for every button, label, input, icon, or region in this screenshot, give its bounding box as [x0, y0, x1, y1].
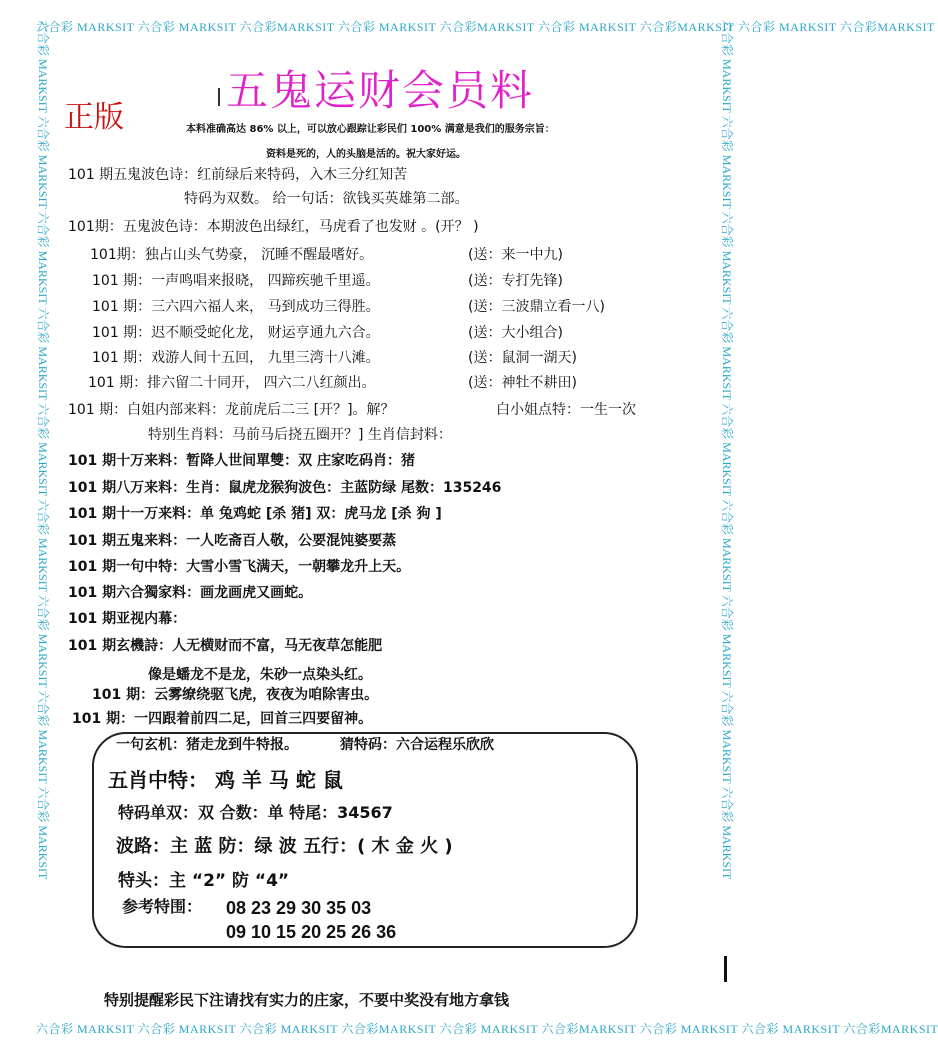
border-top-text: 六合彩 MARKSIT 六合彩 MARKSIT 六合彩MARKSIT 六合彩 MARKSIT 六合彩MARKSIT 六合彩 MARKSIT 六合彩MARKSIT 六合彩 MARKSIT 六合彩MARKSIT	[36, 20, 935, 34]
line-10: 101 期：白姐内部来料：龙前虎后二三 [开？]。解？	[68, 402, 395, 418]
line-04-gift: (送：来一中九)	[468, 247, 563, 263]
line-11: 特别生肖料：马前马后挠五圈开？] 生肖信封料：	[148, 427, 452, 443]
line-22: 101 期：一四跟着前四二足，回首三四要留神。	[72, 711, 373, 727]
line-06-gift: (送：三波鼎立看一八)	[468, 299, 605, 315]
box-tetou: 特头：主 “2” 防 “4”	[118, 871, 290, 891]
border-right	[720, 20, 738, 1040]
line-03: 101期：五鬼波色诗：本期波色出绿红，马虎看了也发财 。(开？ )	[68, 219, 479, 235]
line-20: 像是蟠龙不是龙，朱砂一点染头红。	[148, 667, 372, 683]
line-21: 101 期：云雾缭绕驱飞虎，夜夜为咱除害虫。	[92, 687, 379, 703]
line-02: 特码为双数。 给一句话：欲钱买英雄第二部。	[184, 191, 469, 207]
subtitle-luck: 资料是死的，人的头脑是活的。祝大家好运。	[266, 149, 466, 160]
line-13: 101 期八万来料：生肖：鼠虎龙猴狗波色：主蓝防绿 尾数：135246	[68, 480, 502, 496]
box-cankao-row1: 08 23 29 30 35 03	[226, 898, 372, 918]
border-right-text: 六合彩 MARKSIT 六合彩 MARKSIT 六合彩 MARKSIT 六合彩 MARKSIT 六合彩 MARKSIT 六合彩 MARKSIT 六合彩 MARKSIT 六合彩 MARKSIT 六合彩 MARKSIT	[720, 20, 734, 880]
border-left	[36, 20, 54, 1040]
subtitle-accuracy: 本料准确高达 86% 以上，可以放心跟踪让彩民们 100% 满意是我们的服务宗旨：	[186, 124, 555, 135]
line-07-gift: (送：大小组合)	[468, 325, 563, 341]
line-15: 101 期五鬼来料：一人吃斋百人敬，公要混饨婆要蒸	[68, 533, 397, 549]
line-04: 101期：独占山头气势豪， 沉睡不醒最嗜好。	[90, 247, 374, 263]
line-10-right: 白小姐点特：一生一次	[496, 402, 636, 418]
box-caite: 猜特码：六合运程乐欣欣	[340, 737, 494, 753]
line-12: 101 期十万来料：暂降人世间單雙：双 庄家吃码肖：猪	[68, 453, 415, 469]
line-18: 101 期亚视内幕：	[68, 611, 187, 627]
line-08-gift: (送：鼠洞一湖天)	[468, 350, 577, 366]
line-06: 101 期：三六四六福人来， 马到成功三得胜。	[92, 299, 380, 315]
border-left-text: 六合彩 MARKSIT 六合彩 MARKSIT 六合彩 MARKSIT 六合彩 MARKSIT 六合彩 MARKSIT 六合彩 MARKSIT 六合彩 MARKSIT 六合彩 MARKSIT 六合彩 MARKSIT	[36, 20, 50, 880]
box-danshuang: 特码单双：双 合数：单 特尾：34567	[118, 803, 393, 822]
line-16: 101 期一句中特：大雪小雪飞满天，一朝攀龙升上天。	[68, 559, 411, 575]
right-edge-mark	[724, 956, 727, 982]
line-08: 101 期：戏游人间十五回， 九里三湾十八滩。	[92, 350, 380, 366]
line-05-gift: (送：专打先锋)	[468, 273, 563, 289]
line-17: 101 期六合獨家料：画龙画虎又画蛇。	[68, 585, 313, 601]
line-05: 101 期：一声鸣唱来报晓， 四蹄疾驰千里遥。	[92, 273, 380, 289]
box-cankao-label: 参考特围：	[122, 897, 203, 916]
line-09-gift: (送：神牡不耕田)	[468, 375, 577, 391]
box-cankao-row2: 09 10 15 20 25 26 36	[226, 922, 397, 942]
line-07: 101 期：迟不顺受蛇化龙， 财运亨通九六合。	[92, 325, 380, 341]
line-09: 101 期：排六留二十同开， 四六二八红颜出。	[88, 375, 376, 391]
border-bottom-text: 六合彩 MARKSIT 六合彩 MARKSIT 六合彩 MARKSIT 六合彩MARKSIT 六合彩 MARKSIT 六合彩MARKSIT 六合彩 MARKSIT 六合彩 MARKSIT 六合彩MARKSIT	[36, 1022, 938, 1036]
page-title: 五鬼运财会员料	[226, 66, 535, 115]
line-19: 101 期玄機詩：人无横财而不富，马无夜草怎能肥	[68, 638, 383, 654]
box-bolu: 波路：主 蓝 防：绿 波 五行：( 木 金 火 )	[116, 836, 453, 857]
line-14: 101 期十一万来料：单 兔鸡蛇 [杀 猪] 双：虎马龙 [杀 狗 ]	[68, 506, 442, 522]
box-yiju: 一句玄机：猪走龙到牛特报。	[116, 737, 298, 753]
title-divider	[218, 88, 220, 106]
genuine-badge: 正版	[64, 100, 124, 135]
footer-reminder: 特别提醒彩民下注请找有实力的庄家，不要中奖没有地方拿钱	[104, 991, 510, 1009]
line-01: 101 期五鬼波色诗：红前绿后来特码，入木三分红知苦	[68, 167, 408, 183]
box-wuxiao: 五肖中特： 鸡 羊 马 蛇 鼠	[108, 768, 343, 792]
